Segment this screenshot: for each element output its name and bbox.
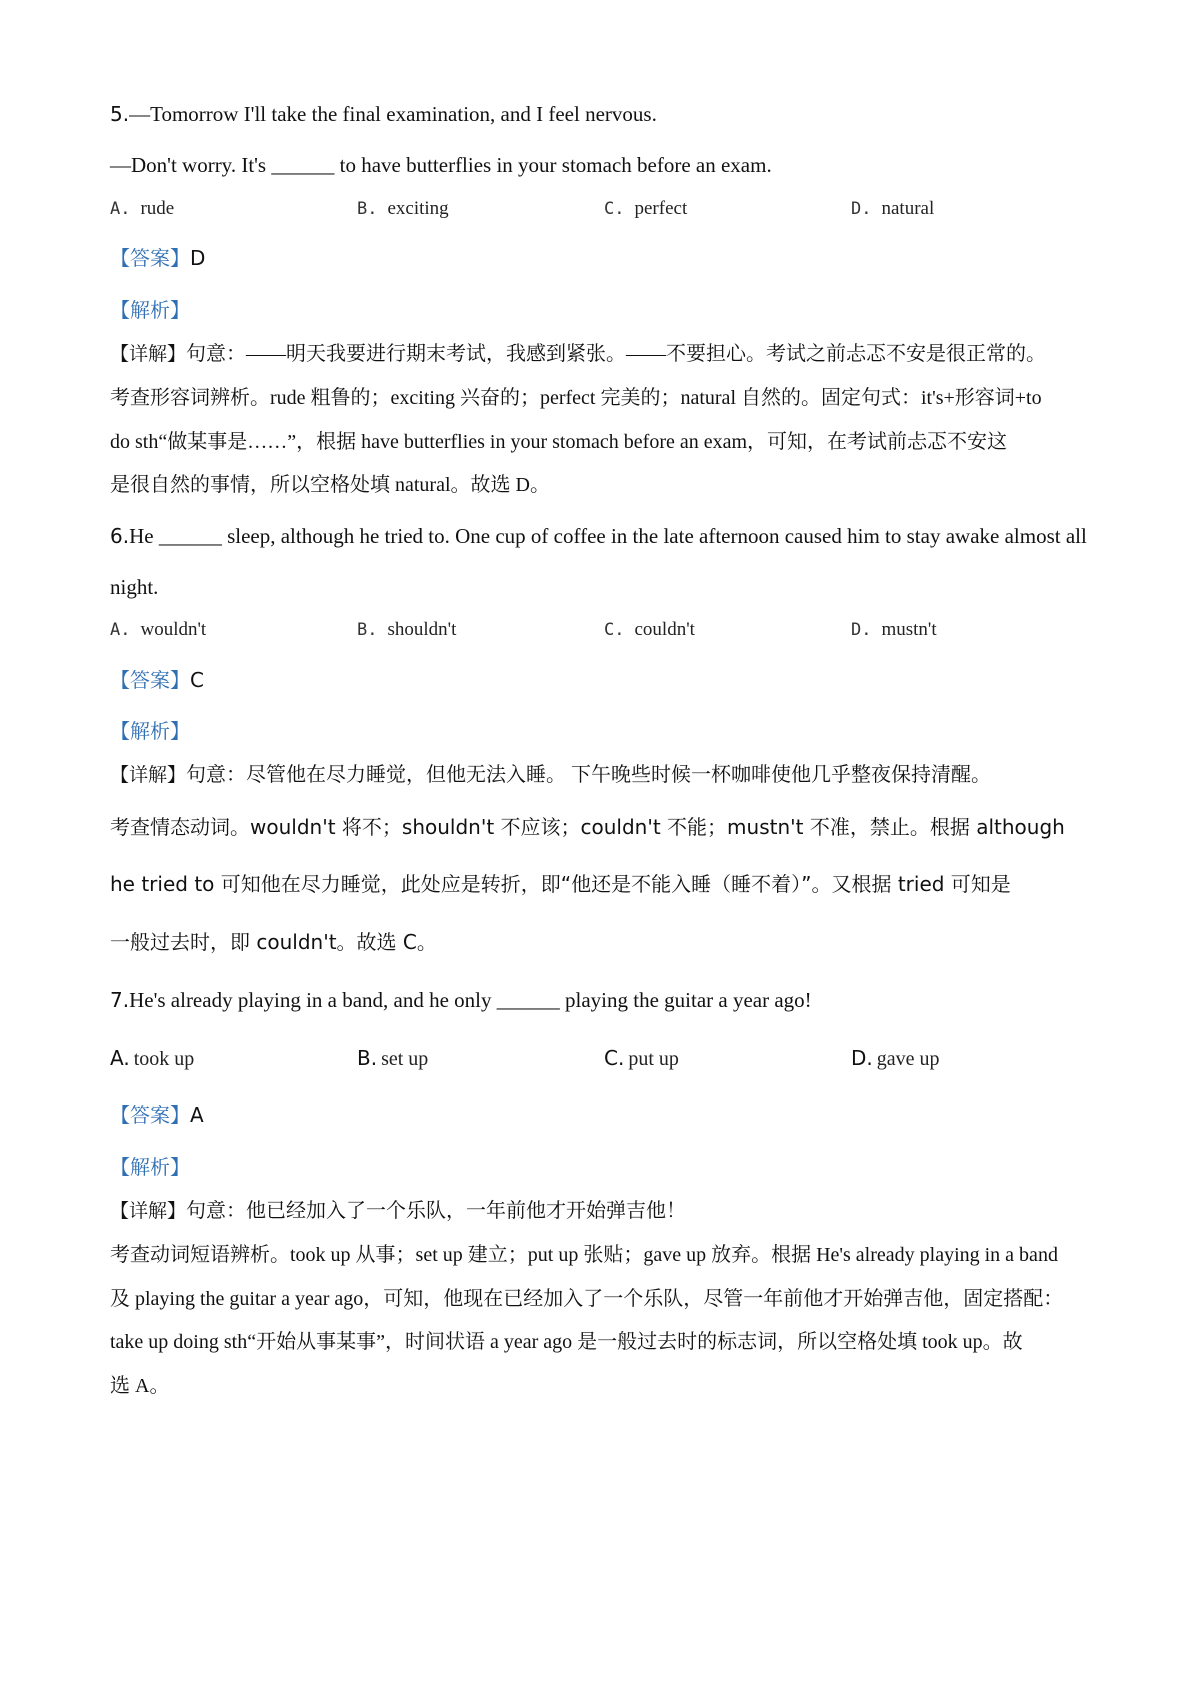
answer-value: A <box>190 1103 204 1127</box>
answer-value: D <box>190 246 206 270</box>
question-5-option-a: A. rude <box>110 198 175 219</box>
question-6-answer <box>110 670 204 690</box>
question-5-stem-line-2: —Don't worry. It's ______ to have butterflies in your stomach before an exam. <box>110 153 772 177</box>
answer-label: 【答案】 <box>110 1103 190 1127</box>
question-6-detail-line-3: he tried to 可知他在尽力睡觉，此处应是转折，即“他还是不能入睡（睡不着）”。又根据 tried 可知是 <box>110 872 1011 896</box>
question-7-detail-line-2: 考查动词短语辨析。took up 从事；set up 建立；put up 张贴；gave up 放弃。根据 He's already playing in a band <box>110 1244 1058 1266</box>
question-6-detail-line-4: 一般过去时，即 couldn't。故选 C。 <box>110 930 437 954</box>
question-5-number: 5. <box>110 102 130 126</box>
question-6-stem-line-2: night. <box>110 575 159 599</box>
question-5-answer <box>110 248 205 268</box>
question-7-number: 7. <box>110 988 130 1012</box>
question-6-stem-text-1: He ______ sleep, although he tried to. One cup of coffee in the late afternoon caused him to stay awake almost all <box>129 524 1087 548</box>
question-5-analysis-label: 【解析】 <box>110 298 190 322</box>
question-5-option-c: C. perfect <box>604 198 688 219</box>
question-7-detail-line-3: 及 playing the guitar a year ago，可知，他现在已经加入了一个乐队，尽管一年前他才开始弹吉他，固定搭配： <box>110 1288 1064 1310</box>
question-7-detail-line-4: take up doing sth“开始从事某事”，时间状语 a year ago 是一般过去时的标志词，所以空格处填 took up。故 <box>110 1331 1023 1353</box>
question-6-option-d: D. mustn't <box>851 619 937 640</box>
question-6-detail-line-1: 【详解】句意：尽管他在尽力睡觉，但他无法入睡。 下午晚些时候一杯咖啡使他几乎整夜保持清醒。 <box>110 764 992 786</box>
question-6-detail-line-2: 考查情态动词。wouldn't 将不；shouldn't 不应该；couldn't 不能；mustn't 不准，禁止。根据 although <box>110 815 1065 839</box>
question-7-stem-line-1 <box>110 990 812 1011</box>
question-6-number: 6. <box>110 524 130 548</box>
question-7-detail-line-1: 【详解】句意：他已经加入了一个乐队，一年前他才开始弹吉他！ <box>110 1200 687 1222</box>
question-6-option-a: A. wouldn't <box>110 619 207 640</box>
answer-label: 【答案】 <box>110 668 190 692</box>
question-7-answer <box>110 1105 204 1125</box>
question-6-analysis-label: 【解析】 <box>110 719 190 743</box>
question-5-detail-line-2: 考查形容词辨析。rude 粗鲁的；exciting 兴奋的；perfect 完美的；natural 自然的。固定句式：it's+形容词+to <box>110 387 1042 409</box>
question-5-option-d: D. natural <box>851 198 935 219</box>
question-5-detail-line-3: do sth“做某事是……”，根据 have butterflies in your stomach before an exam，可知，在考试前忐忑不安这 <box>110 431 1008 453</box>
question-5-stem-text-1: —Tomorrow I'll take the final examination, and I feel nervous. <box>129 102 657 126</box>
question-5-stem-line-1 <box>110 104 657 125</box>
question-5-detail-line-4: 是很自然的事情，所以空格处填 natural。故选 D。 <box>110 474 550 496</box>
question-7-option-d: D. gave up <box>851 1046 940 1070</box>
detail-label: 【详解】 <box>110 343 187 365</box>
question-6-option-b: B. shouldn't <box>357 619 457 640</box>
question-7-option-c: C. put up <box>604 1046 679 1070</box>
question-7-option-a: A. took up <box>110 1046 195 1070</box>
question-7-option-b: B. set up <box>357 1046 429 1070</box>
question-7-analysis-label: 【解析】 <box>110 1155 190 1179</box>
question-5-detail-line-1: 【详解】句意：——明天我要进行期末考试，我感到紧张。——不要担心。考试之前忐忑不安是很正常的。 <box>110 343 1047 365</box>
answer-label: 【答案】 <box>110 246 190 270</box>
question-7-detail-line-5: 选 A。 <box>110 1375 170 1397</box>
detail-label: 【详解】 <box>110 764 187 786</box>
answer-value: C <box>190 668 204 692</box>
detail-label: 【详解】 <box>110 1200 187 1222</box>
question-6-option-c: C. couldn't <box>604 619 695 640</box>
question-7-stem-text-1: He's already playing in a band, and he only ______ playing the guitar a year ago! <box>129 988 812 1012</box>
question-5-option-b: B. exciting <box>357 198 449 219</box>
question-6-stem-line-1 <box>110 526 1087 547</box>
